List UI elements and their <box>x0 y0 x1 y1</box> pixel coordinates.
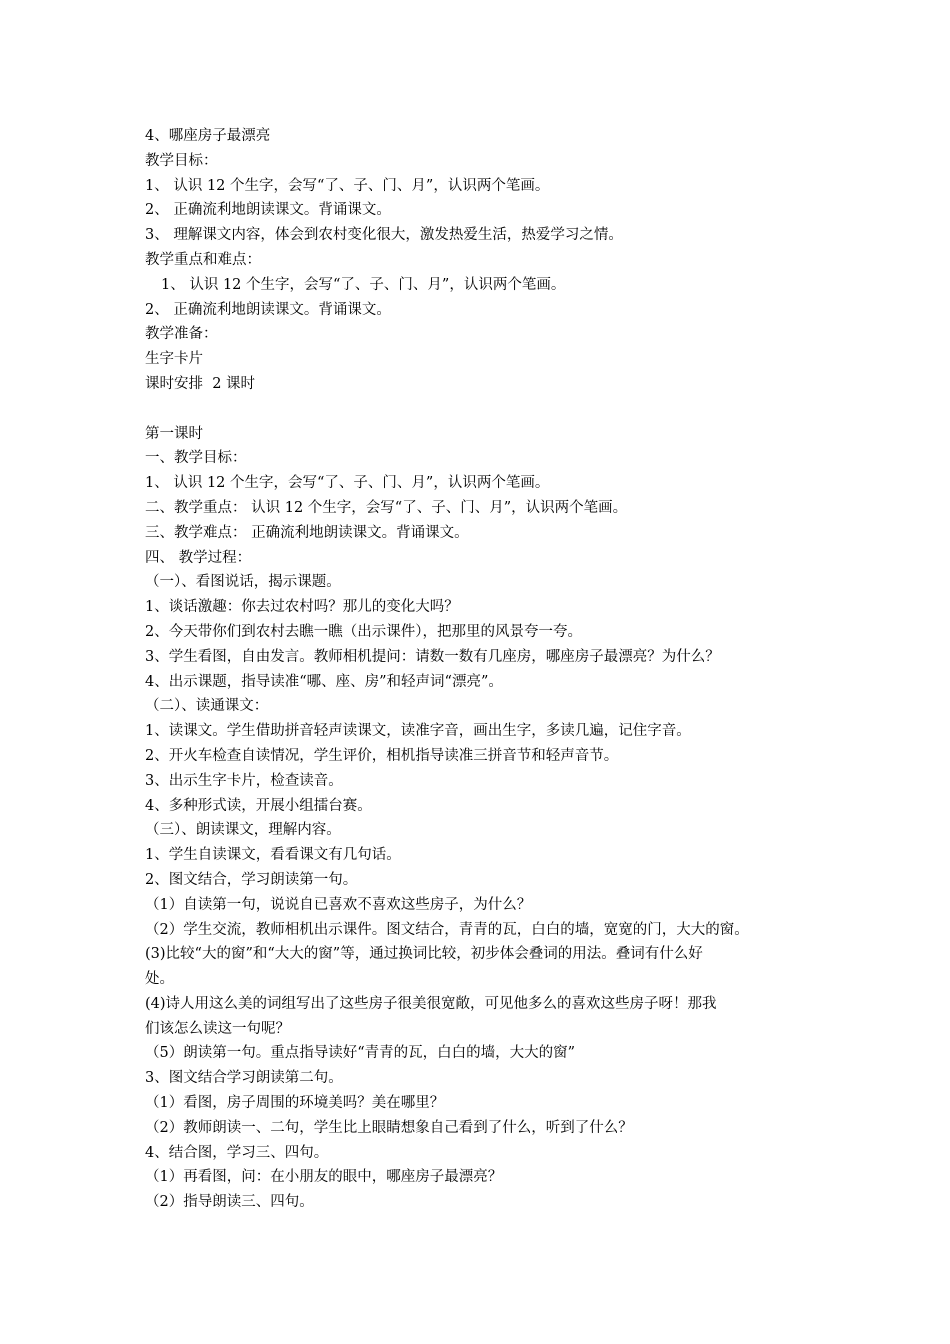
lesson-title: 4、哪座房子最漂亮 <box>145 128 271 144</box>
text-line: 3、图文结合学习朗读第二句。 <box>145 1070 343 1087</box>
text-line: 1、 认识 12 个生字，会写“了、子、门、月”，认识两个笔画。 <box>145 475 550 492</box>
document-body <box>145 124 815 1215</box>
text-line: 2、开火车检查自读情况，学生评价，相机指导读准三拼音节和轻声音节。 <box>145 747 619 764</box>
text-line: 2、今天带你们到农村去瞧一瞧（出示课件），把那里的风景夸一夸。 <box>145 623 582 640</box>
text-line: 课时安排 2 课时 <box>145 375 256 392</box>
text-line: 四、 教学过程： <box>145 549 252 566</box>
text-line: 们该怎么读这一句呢？ <box>145 1020 290 1037</box>
text-line: 1、 认识 12 个生字，会写“了、子、门、月”，认识两个笔画。 <box>161 276 566 293</box>
text-line: 3、学生看图，自由发言。教师相机提问：请数一数有几座房，哪座房子最漂亮？为什么？ <box>145 648 720 665</box>
text-line: 4、结合图，学习三、四句。 <box>145 1144 329 1161</box>
text-line: （1）再看图，问：在小朋友的眼中，哪座房子最漂亮？ <box>145 1169 503 1186</box>
text-line: (4)诗人用这么美的词组写出了这些房子很美很宽敞，可见他多么的喜欢这些房子呀！那我 <box>145 995 717 1012</box>
text-line: （2）学生交流，教师相机出示课件。图文结合，青青的瓦，白白的墙，宽宽的门，大大的窗。 <box>145 921 749 938</box>
text-line: 3、出示生字卡片，检查读音。 <box>145 772 343 789</box>
text-line: 1、读课文。学生借助拼音轻声读课文，读准字音，画出生字，多读几遍，记住字音。 <box>145 723 691 740</box>
section-heading: 第一课时 <box>145 425 203 442</box>
text-line: 4、出示课题，指导读准“哪、座、房”和轻声词“漂亮”。 <box>145 673 503 690</box>
text-line: （2）指导朗读三、四句。 <box>145 1194 314 1211</box>
text-line: （5）朗读第一句。重点指导读好“青青的瓦，白白的墙，大大的窗” <box>145 1045 576 1062</box>
text-line: 4、多种形式读，开展小组擂台赛。 <box>145 797 372 814</box>
text-line: 处。 <box>145 971 174 988</box>
text-line: 一、教学目标： <box>145 450 247 467</box>
text-line: （三）、朗读课文，理解内容。 <box>145 822 341 839</box>
text-line: 3、 理解课文内容，体会到农村变化很大，激发热爱生活，热爱学习之情。 <box>145 227 623 244</box>
text-line: 1、 认识 12 个生字，会写“了、子、门、月”，认识两个笔画。 <box>145 177 550 194</box>
text-line: 三、教学难点： 正确流利地朗读课文。背诵课文。 <box>145 524 469 541</box>
text-line: (3)比较“大的窗”和“大大的窗”等，通过换词比较，初步体会叠词的用法。叠词有什么好 <box>145 946 703 963</box>
text-line: 教学目标： <box>145 152 218 169</box>
text-line: （1）看图，房子周围的环境美吗？美在哪里？ <box>145 1095 445 1112</box>
text-line: 2、 正确流利地朗读课文。背诵课文。 <box>145 301 391 318</box>
text-line: 1、谈话激趣：你去过农村吗？那儿的变化大吗？ <box>145 599 459 616</box>
text-line: （一）、看图说话，揭示课题。 <box>145 574 341 591</box>
text-line: 2、图文结合，学习朗读第一句。 <box>145 871 358 888</box>
blank-line <box>145 397 815 422</box>
text-line: （二）、读通课文： <box>145 698 269 715</box>
text-line: 教学准备： <box>145 326 218 343</box>
text-line: （2）教师朗读一、二句，学生比上眼睛想象自己看到了什么，听到了什么？ <box>145 1119 633 1136</box>
text-line: 生字卡片 <box>145 351 203 368</box>
text-line: （1）自读第一句，说说自已喜欢不喜欢这些房子，为什么？ <box>145 896 532 913</box>
text-line: 教学重点和难点： <box>145 251 261 268</box>
text-line: 二、教学重点： 认识 12 个生字，会写“了、子、门、月”，认识两个笔画。 <box>145 499 628 516</box>
text-line: 2、 正确流利地朗读课文。背诵课文。 <box>145 202 391 219</box>
text-line: 1、学生自读课文，看看课文有几句话。 <box>145 847 401 864</box>
